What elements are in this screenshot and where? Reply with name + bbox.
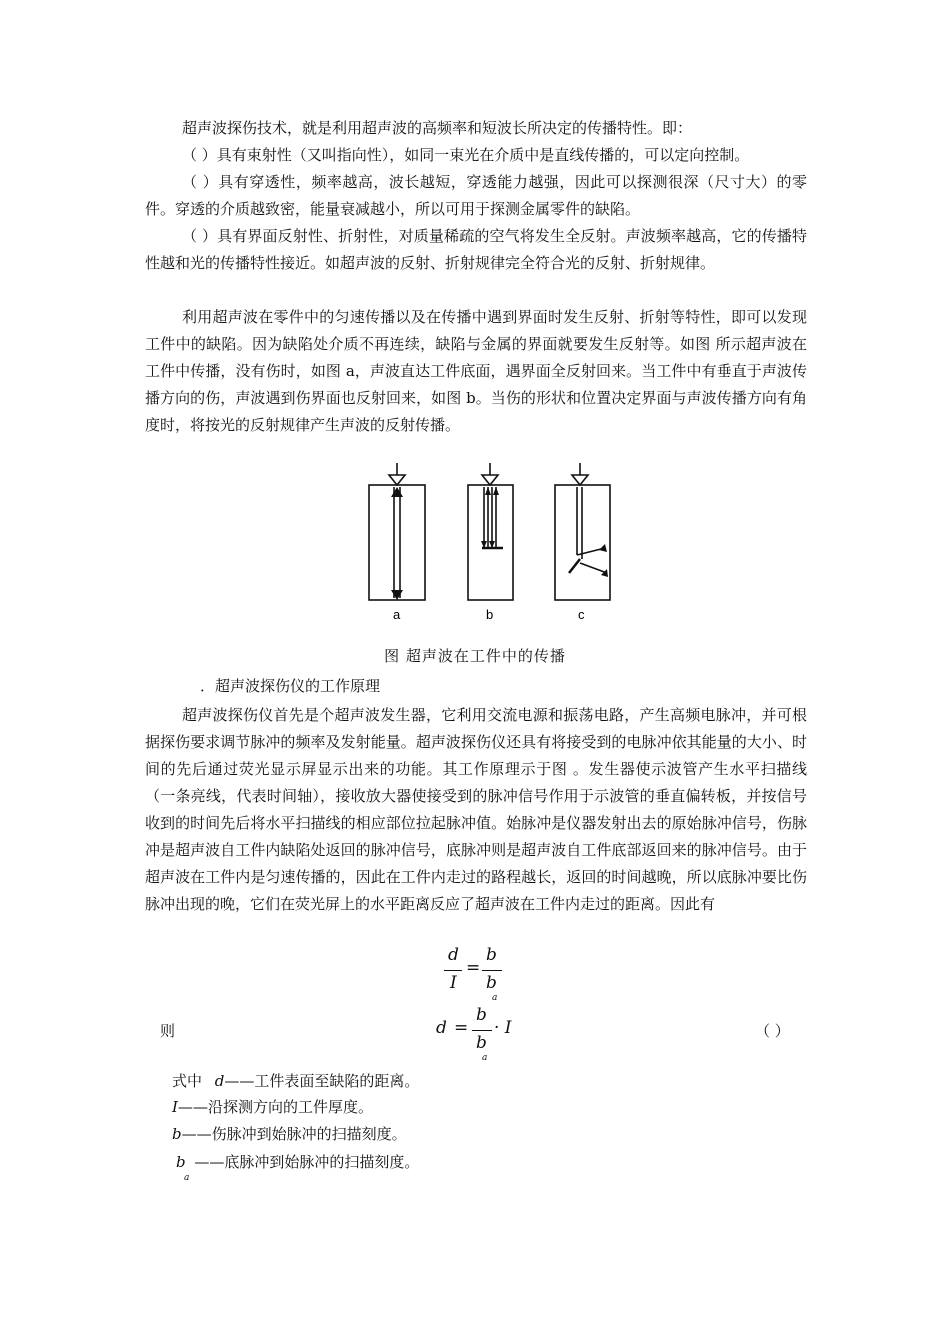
figure-label-c: c — [578, 607, 585, 622]
definition-ba-text: ——底脉冲到始脉冲的扫描刻度。 — [194, 1153, 420, 1171]
formula2-denominator: b — [476, 1033, 487, 1053]
definition-d-symbol: d — [214, 1072, 225, 1090]
definition-ba-subscript: a — [184, 1173, 190, 1183]
section-heading: ．超声波探伤仪的工作原理 — [200, 677, 381, 695]
definition-b-text: ——伤脉冲到始脉冲的扫描刻度。 — [181, 1125, 407, 1143]
formula2-numerator: b — [476, 1005, 487, 1025]
ultrasonic-propagation-figure — [345, 455, 620, 630]
definition-d — [172, 1071, 419, 1091]
definition-d-text: ——工件表面至缺陷的距离。 — [224, 1072, 420, 1090]
figure-label-a: a — [393, 607, 401, 622]
formula-prefix: 则 — [160, 1022, 176, 1040]
formula-depth — [436, 1005, 536, 1065]
definition-I-text: ——沿探测方向的工件厚度。 — [177, 1098, 373, 1116]
figure-caption: 图 超声波在工件中的传播 — [384, 647, 566, 665]
formula1-subscript: a — [492, 993, 498, 1003]
formula2-tail: · I — [494, 1018, 512, 1038]
intro-paragraph-2: （ ）具有束射性（又叫指向性），如同一束光在介质中是直线传播的，可以定向控制。 — [182, 146, 750, 164]
definition-ba-symbol: b — [176, 1153, 186, 1171]
definition-intro: 式中 — [172, 1072, 203, 1090]
formula1-denominator-left: I — [450, 973, 457, 993]
intro-paragraph-5: 利用超声波在零件中的匀速传播以及在传播中遇到界面时发生反射、折射等特性，即可以发现工件中的缺陷。因为缺陷处介质不再连续，缺陷与金属的界面就要发生反射等。如图 所示超声波在工件中传播，没有伤时，如图 a，声波直达工件底面，遇界面全反射回来。当工件中有垂直于声波传播方向的伤，声波遇到伤界面也反射回来，如图 b。当伤的形状和位置决定界面与声波传播方向有角度时，将按光的反射规律产生声波的反射传播。 — [145, 308, 807, 434]
intro-paragraph-3: （ ）具有穿透性，频率越高，波长越短，穿透能力越强，因此可以探测很深（尺寸大）的零件。穿透的介质越致密，能量衰减越小，所以可用于探测金属零件的缺陷。 — [145, 173, 807, 218]
formula-ratio — [440, 945, 520, 1005]
definition-b — [172, 1124, 407, 1144]
definition-ba — [172, 1152, 420, 1183]
formula1-equals: = — [466, 958, 481, 978]
formula1-numerator-left: d — [448, 945, 459, 965]
formula1-denominator-right: b — [486, 973, 497, 993]
formula1-numerator-right: b — [486, 945, 497, 965]
formula2-left: d — [436, 1018, 447, 1038]
formula2-equals: = — [454, 1018, 469, 1038]
formula-number: （ ） — [755, 1022, 790, 1040]
workpiece-a — [369, 485, 425, 600]
intro-paragraph-1: 超声波探伤技术，就是利用超声波的高频率和短波长所决定的传播特性。即： — [182, 119, 693, 137]
formula2-subscript: a — [482, 1053, 488, 1063]
definition-I — [172, 1097, 373, 1117]
definition-I-symbol: I — [172, 1098, 178, 1116]
section-paragraph: 超声波探伤仪首先是个超声波发生器，它利用交流电源和振荡电路，产生高频电脉冲，并可根据探伤要求调节脉冲的频率及发射能量。超声波探伤仪还具有将接受到的电脉冲依其能量的大小、时间的先后通过荧光显示屏显示出来的功能。其工作原理示于图 。发生器使示波管产生水平扫描线（一条亮线，代表时间轴），接收放大器使接受到的脉冲信号作用于示波管的垂直偏转板，并按信号收到的时间先后将水平扫描线的相应部位拉起脉冲值。始脉冲是仪器发射出去的原始脉冲信号，伤脉冲是超声波自工件内缺陷处返回的脉冲信号，底脉冲则是超声波自工件底部返回来的脉冲信号。由于超声波在工件内是匀速传播的，因此在工件内走过的路程越长，返回的时间越晚，所以底脉冲要比伤脉冲出现的晚，它们在荧光屏上的水平距离反应了超声波在工件内走过的距离。因此有 — [145, 706, 807, 913]
figure-label-b: b — [486, 607, 494, 622]
definition-b-symbol: b — [172, 1125, 182, 1143]
intro-paragraph-4: （ ）具有界面反射性、折射性，对质量稀疏的空气将发生全反射。声波频率越高，它的传播特性越和光的传播特性接近。如超声波的反射、折射规律完全符合光的反射、折射规律。 — [145, 227, 807, 272]
